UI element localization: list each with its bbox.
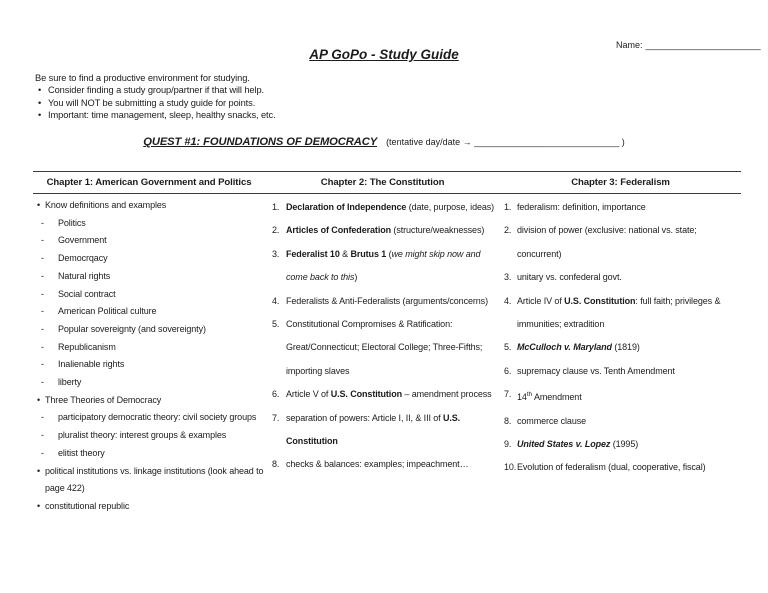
item-number: 10. <box>504 462 517 473</box>
item-text: unitary vs. confederal govt. <box>517 272 622 283</box>
bullet-icon: • <box>38 85 42 96</box>
item-number: 3. <box>504 272 512 283</box>
bullet-icon: • <box>38 97 42 108</box>
item-number: 7. <box>272 412 280 423</box>
item-text: supremacy clause vs. Tenth Amendment <box>517 365 675 376</box>
list-item <box>33 232 264 250</box>
intro-bullet-item <box>35 97 276 109</box>
list-item <box>33 197 264 215</box>
item-text: Article V of U.S. Constitution – amendment process <box>286 389 492 400</box>
item-text: Federalists & Anti-Federalists (arguments/concerns) <box>286 295 488 306</box>
item-text: constitutional republic <box>45 500 130 511</box>
item-text: Natural rights <box>58 270 111 281</box>
item-text: political institutions vs. linkage institutions (look ahead to page 422) <box>45 465 264 494</box>
column-header-chapter2: Chapter 2: The Constitution <box>320 177 445 188</box>
item-number: 3. <box>272 248 280 259</box>
item-text: Articles of Confederation (structure/weaknesses) <box>286 225 485 236</box>
list-item <box>264 453 498 476</box>
item-number: 7. <box>504 389 512 400</box>
bullet-icon: • <box>37 200 41 210</box>
item-text: federalism: definition, importance <box>517 202 646 212</box>
list-item <box>498 290 738 337</box>
list-item <box>264 243 498 290</box>
chapter2-column <box>264 194 498 477</box>
item-number: 1. <box>272 202 280 212</box>
item-text: participatory democratic theory: civil society groups <box>58 412 257 423</box>
item-number: 6. <box>272 389 280 400</box>
list-item <box>33 392 264 410</box>
list-item <box>33 215 264 233</box>
item-number: 4. <box>272 295 280 306</box>
item-text: separation of powers: Article I, II, & III of U.S. Constitution <box>286 412 461 447</box>
item-text: American Political culture <box>58 306 157 317</box>
list-item <box>264 383 498 406</box>
list-item <box>33 339 264 357</box>
bullet-icon: • <box>37 465 41 476</box>
dash-icon: - <box>41 253 44 264</box>
dash-icon: - <box>41 341 44 352</box>
dash-icon: - <box>41 323 44 334</box>
item-number: 1. <box>504 202 512 212</box>
dash-icon: - <box>41 412 44 423</box>
item-text: Popular sovereignty (and sovereignty) <box>58 323 206 334</box>
document-title: AP GoPo - Study Guide <box>309 47 459 62</box>
list-item <box>498 410 738 433</box>
item-text: Federalist 10 & Brutus 1 (we might skip now and come back to this) <box>286 248 481 283</box>
list-item <box>33 356 264 374</box>
list-item <box>498 266 738 289</box>
list-item <box>264 290 498 313</box>
dash-icon: - <box>41 235 44 246</box>
item-number: 2. <box>504 225 512 236</box>
quest-date-blank: (tentative day/date → _____________________________ ) <box>386 137 625 147</box>
list-item <box>33 250 264 268</box>
dash-icon: - <box>41 377 44 388</box>
bullet-icon: • <box>37 394 41 405</box>
item-number: 6. <box>504 365 512 376</box>
dash-icon: - <box>41 270 44 281</box>
item-number: 5. <box>272 319 280 330</box>
item-text: Democrqacy <box>58 253 108 264</box>
item-number: 8. <box>504 415 512 426</box>
intro-section <box>35 72 276 122</box>
list-item <box>498 196 738 219</box>
intro-bullet-text: You will NOT be submitting a study guide for points. <box>48 97 256 108</box>
name-label: Name: <box>616 40 643 50</box>
name-blank: _______________________ <box>645 40 761 50</box>
list-item <box>33 268 264 286</box>
bullet-icon: • <box>37 500 41 511</box>
list-item <box>33 286 264 304</box>
item-text: Republicanism <box>58 341 116 352</box>
item-text: Article IV of U.S. Constitution: full faith; privileges & immunities; extradition <box>517 295 721 330</box>
item-text: division of power (exclusive: national vs. state; concurrent) <box>517 225 697 259</box>
item-text: Social contract <box>58 288 116 299</box>
dash-icon: - <box>41 359 44 370</box>
list-item <box>264 313 498 383</box>
chapter1-column <box>33 194 264 516</box>
bullet-icon: • <box>38 110 42 121</box>
item-text: liberty <box>58 377 82 388</box>
item-number: 8. <box>272 459 280 470</box>
column-header-chapter1: Chapter 1: American Government and Politics <box>46 177 252 188</box>
item-text: pluralist theory: interest groups & examples <box>58 430 227 441</box>
intro-bullet-item <box>35 109 276 121</box>
dash-icon: - <box>41 217 44 228</box>
item-number: 9. <box>504 439 512 450</box>
dash-icon: - <box>41 447 44 458</box>
list-item <box>33 374 264 392</box>
list-item <box>33 445 264 463</box>
list-item <box>498 360 738 383</box>
list-item <box>498 433 738 456</box>
item-text: Politics <box>58 217 86 228</box>
item-text: checks & balances: examples; impeachment… <box>286 459 469 470</box>
item-number: 2. <box>272 225 280 236</box>
item-text: United States v. Lopez (1995) <box>517 439 639 450</box>
quest-heading-line <box>0 132 768 150</box>
item-text: Inalienable rights <box>58 359 125 370</box>
item-text: Declaration of Independence (date, purpose, ideas) <box>286 202 495 212</box>
dash-icon: - <box>41 288 44 299</box>
list-item <box>33 498 264 516</box>
list-item <box>33 321 264 339</box>
list-item <box>498 383 738 409</box>
item-text: 14th Amendment <box>517 391 582 403</box>
quest-heading: QUEST #1: FOUNDATIONS OF DEMOCRACY <box>143 136 378 148</box>
list-item <box>264 219 498 242</box>
study-guide-table <box>33 171 741 516</box>
item-text: McCulloch v. Maryland (1819) <box>517 342 640 353</box>
intro-bullet-item <box>35 84 276 96</box>
list-item <box>33 463 264 498</box>
intro-bullet-text: Consider finding a study group/partner if that will help. <box>48 85 265 96</box>
table-header-row <box>33 172 741 194</box>
item-text: Three Theories of Democracy <box>45 394 162 405</box>
column-header-chapter3: Chapter 3: Federalism <box>571 177 670 188</box>
intro-bullet-text: Important: time management, sleep, healthy snacks, etc. <box>48 110 276 121</box>
item-number: 4. <box>504 295 512 306</box>
list-item <box>264 407 498 454</box>
dash-icon: - <box>41 430 44 441</box>
list-item <box>33 427 264 445</box>
list-item <box>33 409 264 427</box>
dash-icon: - <box>41 306 44 317</box>
list-item <box>33 303 264 321</box>
table-body <box>33 194 741 516</box>
item-text: elitist theory <box>58 447 105 458</box>
list-item <box>264 196 498 219</box>
item-text: Know definitions and examples <box>45 200 167 210</box>
intro-lead: Be sure to find a productive environment for studying. <box>35 73 250 83</box>
item-text: Constitutional Compromises & Ratification: Great/Connecticut; Electoral College; Three-Fifths; importing slaves <box>286 319 483 376</box>
list-item <box>498 336 738 359</box>
list-item <box>498 456 738 479</box>
item-number: 5. <box>504 342 512 353</box>
chapter3-column <box>498 194 738 480</box>
item-text: Evolution of federalism (dual, cooperative, fiscal) <box>517 462 706 473</box>
item-text: commerce clause <box>517 415 587 426</box>
list-item <box>498 219 738 266</box>
item-text: Government <box>58 235 107 246</box>
